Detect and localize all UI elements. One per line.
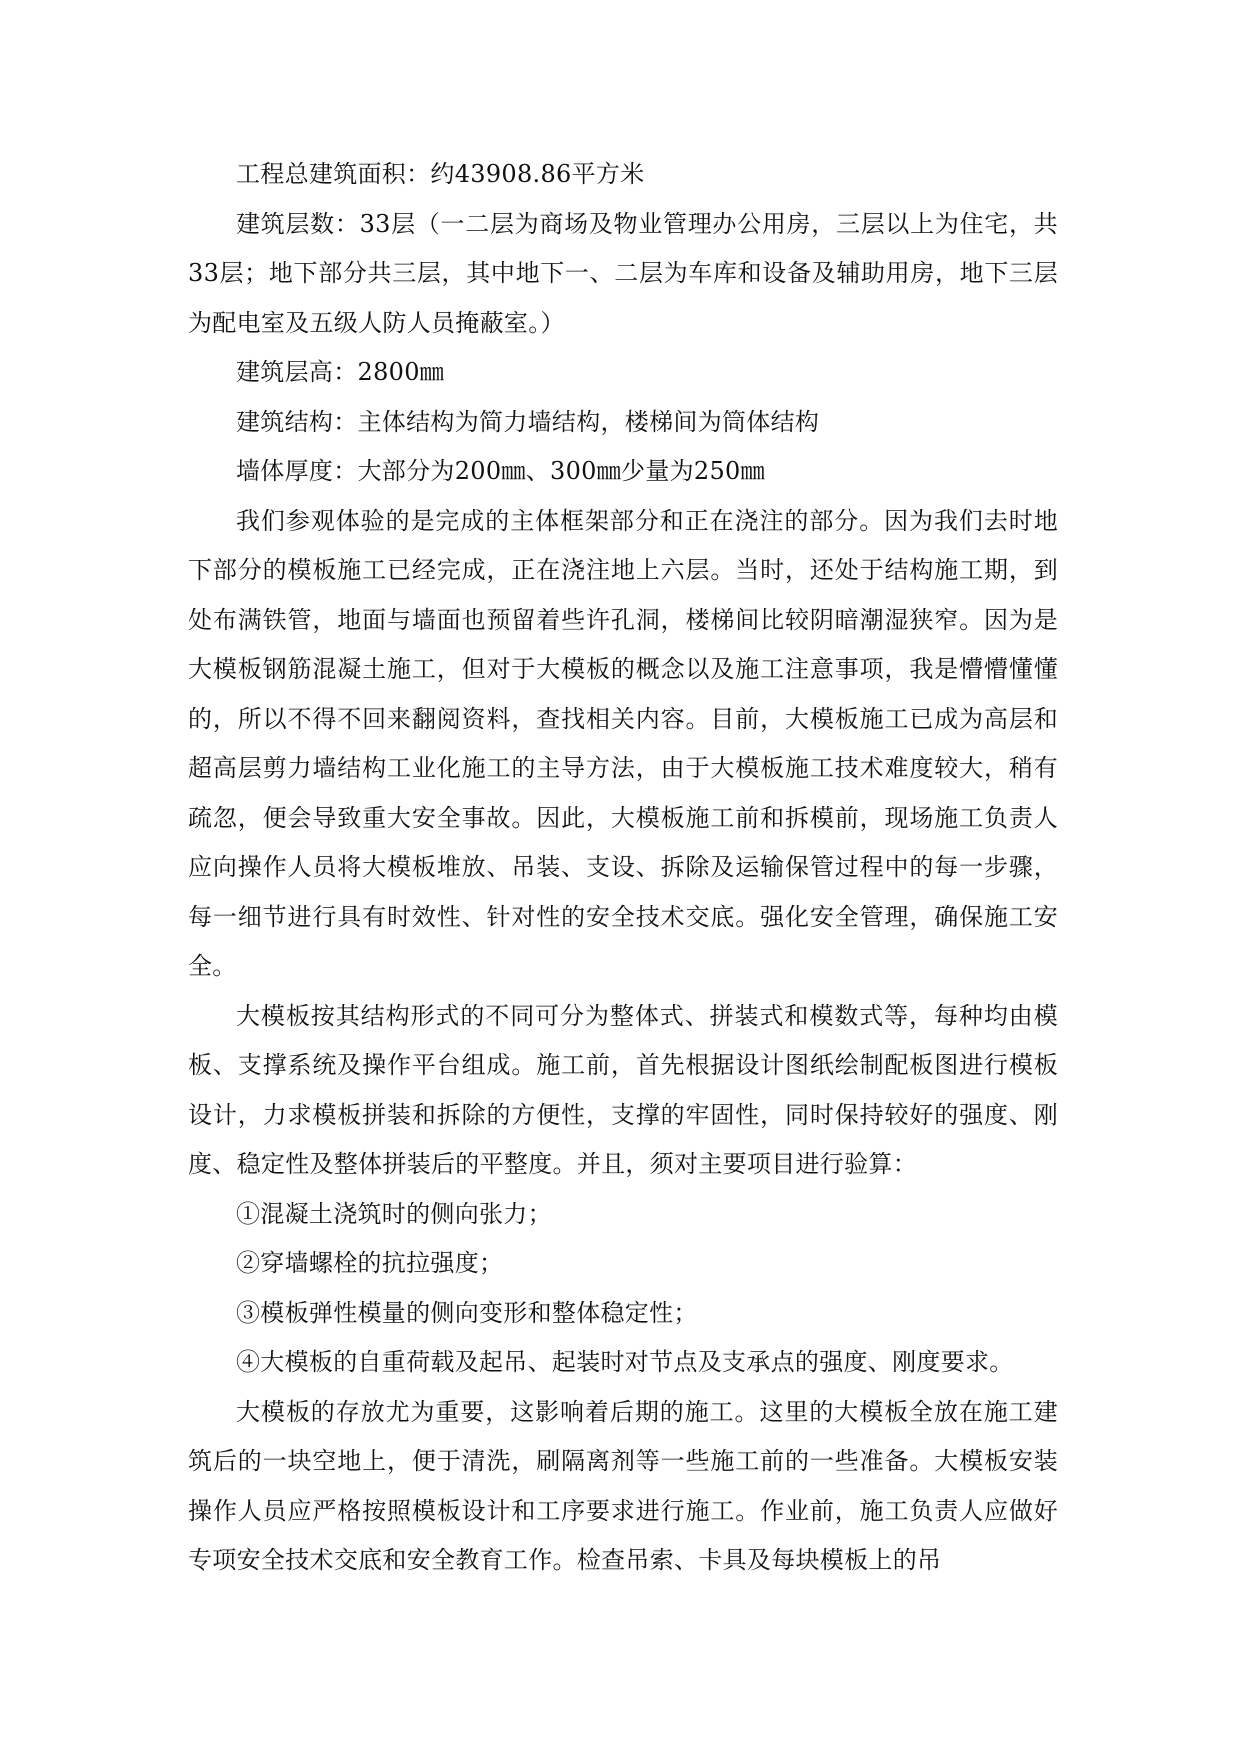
paragraph-structure: 建筑结构：主体结构为简力墙结构，楼梯间为筒体结构 <box>236 407 820 436</box>
paragraph-total-area: 工程总建筑面积：约43908.86平方米 <box>236 160 645 188</box>
paragraph-site-visit: 我们参观体验的是完成的主体框架部分和正在浇注的部分。因为我们去时地下部分的模板施工已经完成，正在浇注地上六层。当时，还处于结构施工期，到处布满铁管，地面与墙面也预留着些许孔洞，楼梯间比较阴暗潮湿狭窄。因为是大模板钢筋混凝土施工，但对于大模板的概念以及施工注意事项，我是懵懵懂懂的，所以不得不回来翻阅资料，查找相关内容。目前，大模板施工已成为高层和超高层剪力墙结构工业化施工的主导方法，由于大模板施工技术难度较大，稍有疏忽，便会导致重大安全事故。因此，大模板施工前和拆模前，现场施工负责人应向操作人员将大模板堆放、吊装、支设、拆除及运输保管过程中的每一步骤，每一细节进行具有时效性、针对性的安全技术交底。强化安全管理，确保施工安全。 <box>188 506 1058 980</box>
paragraph-storage: 大模板的存放尤为重要，这影响着后期的施工。这里的大模板全放在施工建筑后的一块空地上，便于清洗，刷隔离剂等一些施工前的一些准备。大模板安装操作人员应严格按照模板设计和工序要求进行施工。作业前，施工负责人应做好专项安全技术交底和安全教育工作。检查吊索、卡具及每块模板上的吊 <box>188 1397 1058 1574</box>
list-item-self-weight: ④大模板的自重荷载及起吊、起装时对节点及支承点的强度、刚度要求。 <box>236 1348 1014 1376</box>
paragraph-formwork-types: 大模板按其结构形式的不同可分为整体式、拼装式和模数式等，每种均由模板、支撑系统及操作平台组成。施工前，首先根据设计图纸绘制配板图进行模板设计，力求模板拼装和拆除的方便性，支撑的牢固性，同时保持较好的强度、刚度、稳定性及整体拼装后的平整度。并且，须对主要项目进行验算： <box>188 1001 1058 1178</box>
list-item-bolt-strength: ②穿墙螺栓的抗拉强度； <box>236 1249 504 1277</box>
list-item-lateral-pressure: ①混凝土浇筑时的侧向张力； <box>236 1199 552 1228</box>
paragraph-wall-thickness: 墙体厚度：大部分为200㎜、300㎜少量为250㎜ <box>236 457 765 485</box>
paragraph-floor-count: 建筑层数：33层（一二层为商场及物业管理办公用房，三层以上为住宅，共33层；地下部分共三层，其中地下一、二层为车库和设备及辅助用房，地下三层为配电室及五级人防人员掩蔽室。） <box>188 209 1058 337</box>
list-item-deformation: ③模板弹性模量的侧向变形和整体稳定性； <box>236 1298 698 1327</box>
paragraph-floor-height: 建筑层高：2800㎜ <box>236 358 445 386</box>
document-page <box>188 150 1058 1586</box>
